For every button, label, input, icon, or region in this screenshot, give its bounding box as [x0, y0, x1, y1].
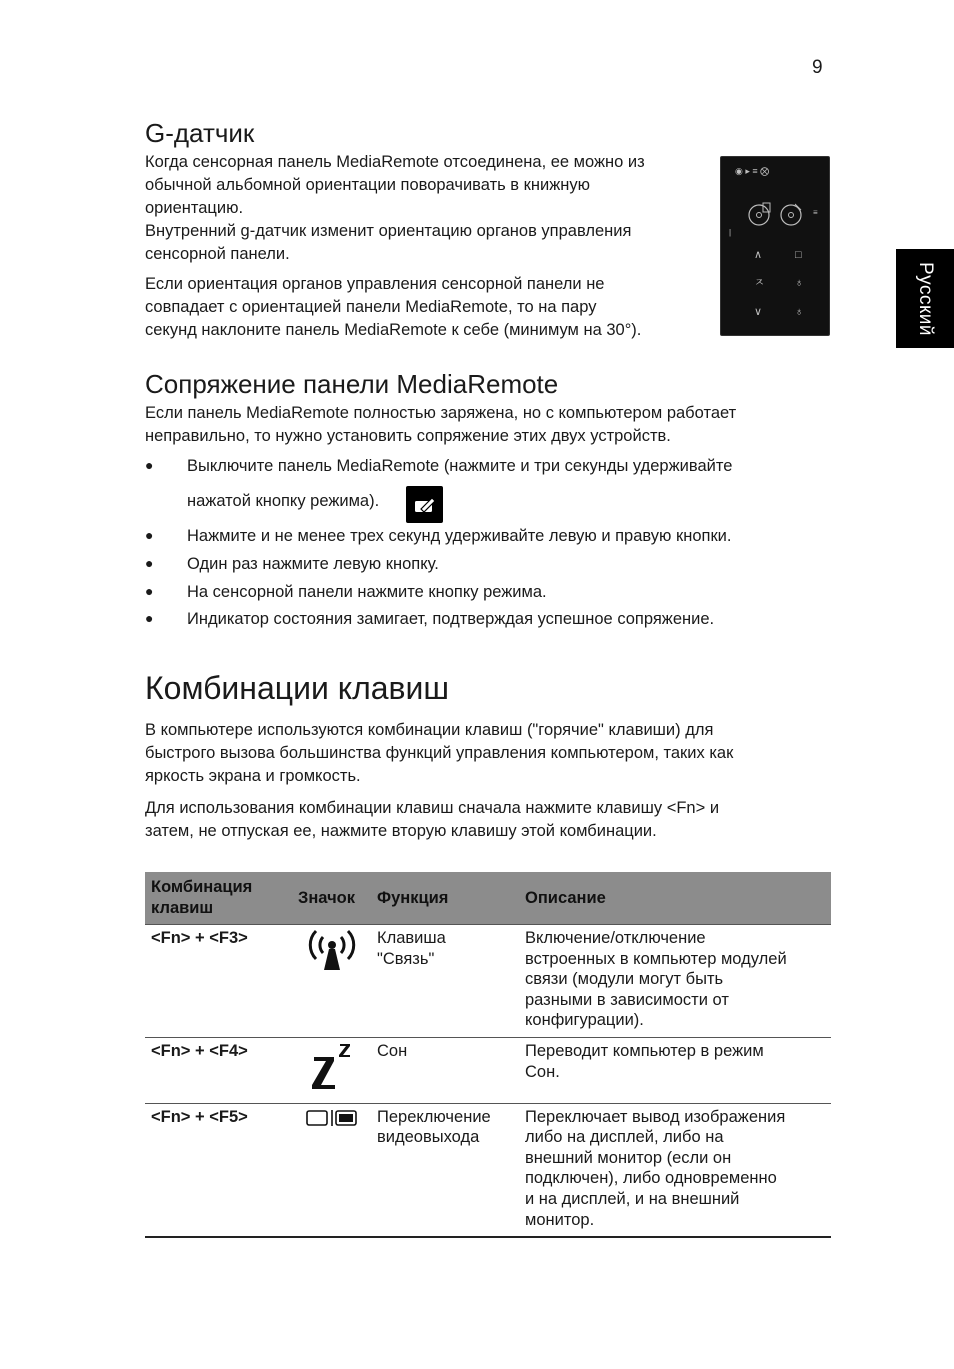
cell-text: внешний монитор (если он — [525, 1148, 732, 1167]
pairing-title: Сопряжение панели MediaRemote — [145, 369, 559, 399]
list-item-text: Один раз нажмите левую кнопку. — [187, 555, 439, 573]
cell-text: Сон. — [525, 1062, 560, 1081]
text-line: обычной альбомной ориентации поворачивать в книжную — [145, 176, 590, 194]
text-line: совпадает с ориентацией панели MediaRemote, то на пару — [145, 298, 597, 316]
header-icon: Значок — [292, 872, 371, 925]
remote-mute-icon: ♁ — [795, 306, 804, 318]
cell-text: разными в зависимости от — [525, 990, 729, 1009]
gsensor-title: G-датчик — [145, 118, 255, 148]
text-line: Для использования комбинации клавиш сначала нажмите клавишу <Fn> и — [145, 799, 720, 817]
text-line: Когда сенсорная панель MediaRemote отсоединена, ее можно из — [145, 153, 645, 171]
text-line: ориентацию. — [145, 199, 244, 217]
hotkeys-title: Комбинации клавиш — [145, 670, 450, 706]
cell-text: Переводит компьютер в режим — [525, 1042, 764, 1060]
remote-speaker-icon: ♁ — [795, 277, 804, 289]
function-cell — [371, 925, 519, 1038]
text-line: Если панель MediaRemote полностью заряжена, но с компьютером работает — [145, 404, 737, 422]
pen-tablet-icon — [413, 496, 437, 514]
header-description: Описание — [519, 872, 831, 925]
cell-text: видеовыхода — [377, 1128, 480, 1147]
mode-button-icon — [406, 486, 443, 523]
icon-cell — [292, 925, 371, 1038]
header-combination — [145, 872, 292, 925]
remote-top-icons: ◉ ▸ ≡ ⨂ — [735, 166, 770, 176]
mediaremote-panel-image — [720, 156, 830, 336]
header-function: Функция — [371, 872, 519, 925]
description-cell — [519, 925, 831, 1038]
bullet: ● — [145, 527, 154, 543]
cell-text: Сон — [377, 1042, 408, 1060]
cell-text: "Связь" — [377, 949, 435, 968]
list-item-text: На сенсорной панели нажмите кнопку режима. — [187, 583, 547, 601]
remote-tilde-icon: ㅈ — [754, 277, 765, 289]
cell-text: встроенных в компьютер модулей — [525, 949, 787, 968]
function-cell — [371, 1038, 519, 1104]
cell-text: Переключает вывод изображения — [525, 1107, 786, 1126]
cell-text: Клавиша — [377, 929, 446, 947]
remote-square-icon: □ — [795, 249, 802, 261]
list-item-text: Индикатор состояния замигает, подтверждая успешное сопряжение. — [187, 610, 715, 628]
header-text: клавиш — [151, 899, 214, 917]
page-number: 9 — [812, 57, 823, 78]
description-cell — [519, 1038, 831, 1104]
cell-text: и на дисплей, и на внешний — [525, 1189, 740, 1208]
pairing-intro — [145, 402, 736, 448]
list-item-text: Нажмите и не менее трех секунд удерживайте левую и правую кнопки. — [187, 527, 732, 545]
cell-text: подключен), либо одновременно — [525, 1169, 777, 1188]
remote-down-icon: ∨ — [754, 306, 763, 318]
combo-cell: <Fn> + <F4> — [145, 1038, 292, 1104]
table-row — [145, 1038, 831, 1104]
remote-side-mark-right: ≡ — [813, 208, 818, 217]
cell-text: конфигурации). — [525, 1011, 644, 1030]
list-item-text: Выключите панель MediaRemote (нажмите и три секунды удерживайте — [187, 457, 733, 475]
text-line: Если ориентация органов управления сенсорной панели не — [145, 275, 605, 293]
text-line: затем, не отпуская ее, нажмите вторую клавишу этой комбинации. — [145, 822, 657, 840]
cell-text: монитор. — [525, 1210, 595, 1229]
language-tab — [896, 249, 954, 348]
list-item-text: нажатой кнопку режима). — [187, 492, 380, 510]
combo-cell: <Fn> + <F3> — [145, 925, 292, 1038]
text-line: быстрого вызова большинства функций управления компьютером, таких как — [145, 744, 734, 762]
cell-text: Переключение — [377, 1107, 491, 1126]
cell-text: связи (модули могут быть — [525, 970, 724, 989]
icon-cell — [292, 1038, 371, 1104]
text-line: неправильно, то нужно установить сопряжение этих двух устройств. — [145, 427, 671, 445]
combo-cell: <Fn> + <F5> — [145, 1103, 292, 1237]
sleep-icon — [308, 1041, 356, 1091]
description-cell — [519, 1103, 831, 1237]
bullet: ● — [145, 555, 154, 571]
icon-cell — [292, 1103, 371, 1237]
hotkeys-table — [145, 872, 831, 1238]
table-row — [145, 1103, 831, 1237]
text-line: В компьютере используются комбинации клавиш ("горячие" клавиши) для — [145, 721, 714, 739]
bullet: ● — [145, 583, 154, 599]
bullet: ● — [145, 610, 154, 626]
cell-text: либо на дисплей, либо на — [525, 1128, 724, 1147]
gsensor-paragraph-2 — [145, 273, 641, 342]
text-line: сенсорной панели. — [145, 245, 290, 263]
display-toggle-icon — [304, 1107, 360, 1129]
text-line: Внутренний g-датчик изменит ориентацию органов управления — [145, 222, 632, 240]
text-line: яркость экрана и громкость. — [145, 767, 361, 785]
hotkeys-paragraph-2 — [145, 797, 719, 843]
cell-text: Включение/отключение — [525, 929, 706, 947]
language-tab-label: Русский — [915, 261, 936, 336]
wireless-icon — [304, 928, 360, 972]
hotkeys-paragraph-1 — [145, 719, 733, 788]
text-line: секунд наклоните панель MediaRemote к себе (минимум на 30°). — [145, 321, 642, 339]
remote-up-icon: ∧ — [754, 249, 763, 261]
table-header-row — [145, 872, 831, 925]
disc-icons — [747, 201, 807, 227]
table-row — [145, 925, 831, 1038]
remote-side-mark-left: | — [729, 228, 732, 237]
bullet: ● — [145, 457, 154, 473]
function-cell — [371, 1103, 519, 1237]
header-text: Комбинация — [151, 878, 253, 897]
gsensor-paragraph-1 — [145, 151, 645, 266]
